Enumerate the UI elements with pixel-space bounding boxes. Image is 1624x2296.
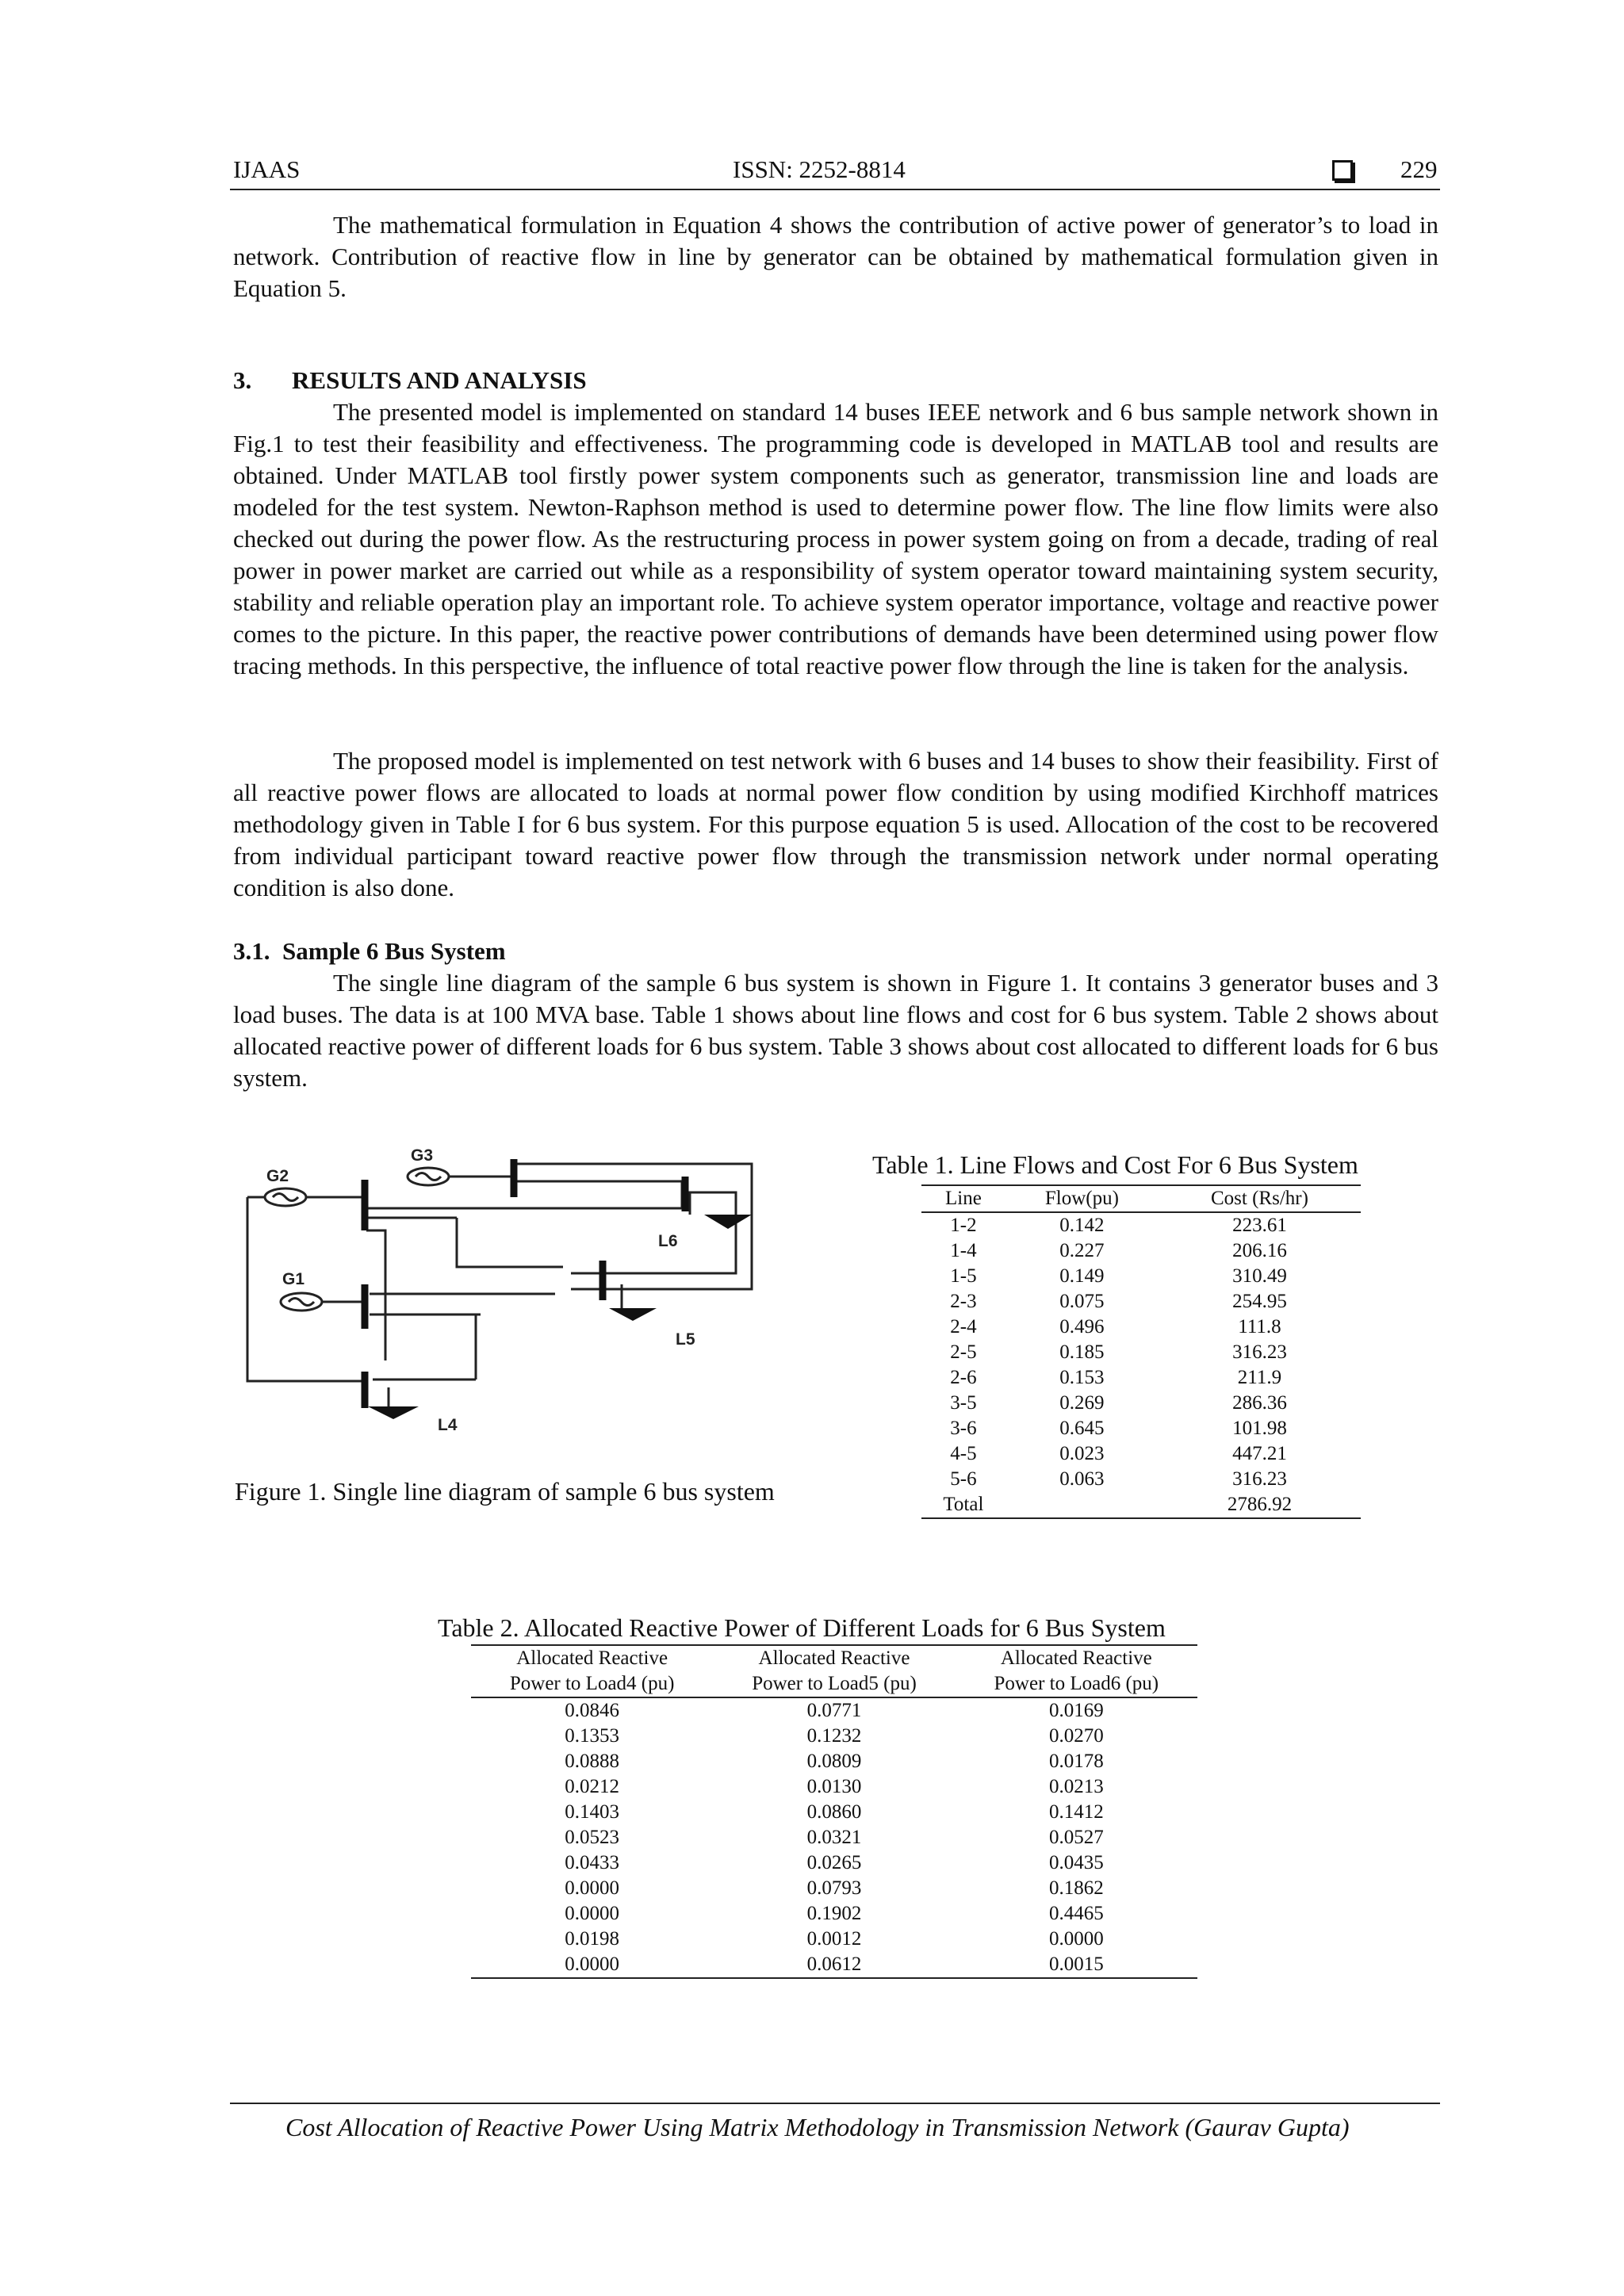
running-footer: Cost Allocation of Reactive Power Using Matrix Methodology in Transmission Network (Gaurav Gupta) — [285, 2113, 1350, 2141]
table-cell: 0.149 — [1059, 1265, 1105, 1287]
label-l5: L5 — [676, 1330, 695, 1349]
table-cell: 254.95 — [1232, 1291, 1287, 1312]
load-l6-arrow — [704, 1215, 752, 1229]
table-cell: 3-5 — [950, 1392, 977, 1414]
table-cell: 1-5 — [950, 1265, 977, 1287]
header-rule — [230, 189, 1440, 190]
table-cell: 0.0435 — [1048, 1852, 1104, 1873]
table-cell: 0.0846 — [565, 1700, 620, 1721]
table-cell: 2786.92 — [1159, 1492, 1361, 1518]
table-row — [471, 1749, 1197, 1774]
table-row — [471, 1850, 1197, 1876]
table-1 — [921, 1184, 1361, 1519]
table-header-row — [921, 1185, 1361, 1212]
table-header-cell: Flow(pu) — [1005, 1185, 1159, 1212]
table-cell: 206.16 — [1232, 1240, 1287, 1261]
table-cell: 0.0321 — [806, 1827, 862, 1848]
table-cell: 0.645 — [1059, 1418, 1105, 1439]
load-l5-arrow — [609, 1308, 657, 1321]
table-cell: 211.9 — [1237, 1367, 1282, 1388]
table-cell: 0.1862 — [1048, 1877, 1104, 1899]
table-row — [921, 1340, 1361, 1365]
table-cell: 0.0198 — [565, 1928, 620, 1950]
table-cell: 2-4 — [950, 1316, 977, 1337]
table-cell: 0.023 — [1059, 1443, 1105, 1464]
footer-rule — [230, 2103, 1440, 2104]
table-cell: 111.8 — [1238, 1316, 1281, 1337]
table-cell: 0.0771 — [806, 1700, 862, 1721]
table-cell: 0.0000 — [471, 1952, 713, 1978]
table-cell: 310.49 — [1232, 1265, 1287, 1287]
table-cell: 0.0265 — [806, 1852, 862, 1873]
section-paragraph-2: The proposed model is implemented on test network with 6 buses and 14 buses to show their feasibility. First of all reactive power flows are allocated to loads at normal power flow condition by using modified Kirchhoff matrices methodology given in Table I for 6 bus system. For this purpose equation 5 is used. Allocation of the cost to be recovered from individual participant toward reactive power flow through the transmission network under normal operating condition is also done. — [233, 747, 1438, 901]
journal-name: IJAAS — [233, 155, 301, 183]
table-cell: 0.0433 — [565, 1852, 620, 1873]
table-cell: 0.0015 — [956, 1952, 1197, 1978]
table-header-cell: Allocated Reactive Power to Load4 (pu) — [471, 1645, 713, 1697]
table-cell: 0.496 — [1059, 1316, 1105, 1337]
table-cell: 286.36 — [1232, 1392, 1287, 1414]
label-g1: G1 — [282, 1270, 305, 1288]
table-row — [921, 1416, 1361, 1441]
table-total-row — [921, 1492, 1361, 1518]
table-cell: 0.0809 — [806, 1751, 862, 1772]
table-row — [471, 1697, 1197, 1724]
table-2-caption: Table 2. Allocated Reactive Power of Different Loads for 6 Bus System — [438, 1613, 1166, 1642]
table-header-row — [471, 1645, 1197, 1697]
table-cell: 0.153 — [1059, 1367, 1105, 1388]
table-cell: 0.0130 — [806, 1776, 862, 1797]
table-cell: 0.1902 — [806, 1903, 862, 1924]
section-title: RESULTS AND ANALYSIS — [292, 366, 587, 394]
table-1-caption: Table 1. Line Flows and Cost For 6 Bus System — [872, 1150, 1358, 1179]
label-l6: L6 — [658, 1232, 678, 1250]
table-cell: 0.0860 — [806, 1801, 862, 1823]
table-row — [471, 1901, 1197, 1927]
table-row — [471, 1876, 1197, 1901]
table-cell: 2-3 — [950, 1291, 977, 1312]
table-cell: 0.1403 — [565, 1801, 620, 1823]
table-cell: 0.0212 — [565, 1776, 620, 1797]
page-number: 229 — [1400, 155, 1438, 183]
table-row — [471, 1825, 1197, 1850]
label-g2: G2 — [266, 1167, 289, 1185]
table-cell: 0.269 — [1059, 1392, 1105, 1414]
table-cell: 0.0793 — [806, 1877, 862, 1899]
table-row — [921, 1238, 1361, 1264]
table-cell: 0.075 — [1059, 1291, 1105, 1312]
table-cell: 0.185 — [1059, 1341, 1105, 1363]
table-cell: 101.98 — [1232, 1418, 1287, 1439]
table-cell: 0.0888 — [565, 1751, 620, 1772]
table-cell: 4-5 — [950, 1443, 977, 1464]
label-l4: L4 — [438, 1416, 458, 1434]
table-header-cell: Line — [921, 1185, 1005, 1212]
figure-1-caption: Figure 1. Single line diagram of sample 6 bus system — [235, 1477, 775, 1506]
table-row — [921, 1365, 1361, 1391]
table-row — [921, 1441, 1361, 1467]
table-cell: 5-6 — [950, 1468, 977, 1490]
table-row — [471, 1774, 1197, 1800]
table-cell: 447.21 — [1232, 1443, 1287, 1464]
table-cell: 223.61 — [1232, 1215, 1287, 1236]
table-row — [471, 1800, 1197, 1825]
table-cell: 0.0000 — [1048, 1928, 1104, 1950]
section-number: 3. — [233, 366, 252, 394]
table-cell: 0.0527 — [1048, 1827, 1104, 1848]
issn: ISSN: 2252-8814 — [733, 155, 906, 183]
table-cell: 0.1353 — [565, 1725, 620, 1747]
table-cell: 0.0000 — [565, 1877, 620, 1899]
label-g3: G3 — [411, 1146, 434, 1165]
table-row — [471, 1724, 1197, 1749]
table-row — [921, 1289, 1361, 1314]
table-cell: 0.1412 — [1048, 1801, 1104, 1823]
table-cell: 2-6 — [950, 1367, 977, 1388]
table-row — [921, 1212, 1361, 1238]
table-row — [921, 1264, 1361, 1289]
intro-paragraph: The mathematical formulation in Equation 4 shows the contribution of active power of generator’s to load in network. Contribution of reactive flow in line by generator can be obtained by mathematical formulation given in Equation 5. — [233, 211, 1438, 302]
table-cell: 0.0612 — [713, 1952, 955, 1978]
table-row — [921, 1391, 1361, 1416]
table-cell: 0.0178 — [1048, 1751, 1104, 1772]
load-l4-arrow — [368, 1406, 419, 1419]
subsection-title: 3.1. Sample 6 Bus System — [233, 937, 506, 965]
table-cell: 0.063 — [1059, 1468, 1105, 1490]
table-row — [921, 1314, 1361, 1340]
square-box-icon — [1332, 160, 1353, 181]
table-cell: 1-2 — [950, 1215, 977, 1236]
table-cell: 0.0169 — [1048, 1700, 1104, 1721]
table-cell — [1005, 1492, 1159, 1518]
table-row — [471, 1952, 1197, 1978]
single-line-diagram — [238, 1142, 825, 1459]
section-paragraph-1: The presented model is implemented on standard 14 buses IEEE network and 6 bus sample network shown in Fig.1 to test their feasibility and effectiveness. The programming code is developed in MATLAB tool and results are obtained. Under MATLAB tool firstly power system components such as generator, transmission line and loads are modeled for the test system. Newton-Raphson method is used to determine power flow. The line flow limits were also checked out during the power flow. As the restructuring process in power system going on from a decade, trading of real power in power market are carried out while as a responsibility of system operator toward maintaining system security, stability and reliable operation play an important role. To achieve system operator importance, voltage and reactive power comes to the picture. In this paper, the reactive power contributions of demands have been determined using power flow tracing methods. In this perspective, the influence of total reactive power flow through the line is taken for the analysis. — [233, 398, 1438, 679]
table-cell: 0.1232 — [806, 1725, 862, 1747]
table-cell: 0.227 — [1059, 1240, 1105, 1261]
table-header-cell: Allocated Reactive Power to Load6 (pu) — [956, 1645, 1197, 1697]
table-header-cell: Allocated Reactive Power to Load5 (pu) — [713, 1645, 955, 1697]
table-cell: 0.0270 — [1048, 1725, 1104, 1747]
table-cell: 3-6 — [950, 1418, 977, 1439]
table-cell: Total — [921, 1492, 1005, 1518]
table-cell: 0.0000 — [565, 1903, 620, 1924]
table-cell: 0.0523 — [565, 1827, 620, 1848]
table-row — [471, 1927, 1197, 1952]
table-cell: 1-4 — [950, 1240, 977, 1261]
table-cell: 0.142 — [1059, 1215, 1105, 1236]
table-cell: 0.0012 — [806, 1928, 862, 1950]
table-cell: 316.23 — [1232, 1468, 1287, 1490]
table-header-cell: Cost (Rs/hr) — [1159, 1185, 1361, 1212]
table-cell: 316.23 — [1232, 1341, 1287, 1363]
table-2 — [471, 1644, 1197, 1979]
subsection-paragraph: The single line diagram of the sample 6 bus system is shown in Figure 1. It contains 3 generator buses and 3 load buses. The data is at 100 MVA base. Table 1 shows about line flows and cost for 6 bus system. Table 2 shows about allocated reactive power of different loads for 6 bus system. Table 3 shows about cost allocated to different loads for 6 bus system. — [233, 969, 1438, 1092]
table-cell: 2-5 — [950, 1341, 977, 1363]
table-cell: 0.4465 — [1048, 1903, 1104, 1924]
table-row — [921, 1467, 1361, 1492]
table-cell: 0.0213 — [1048, 1776, 1104, 1797]
